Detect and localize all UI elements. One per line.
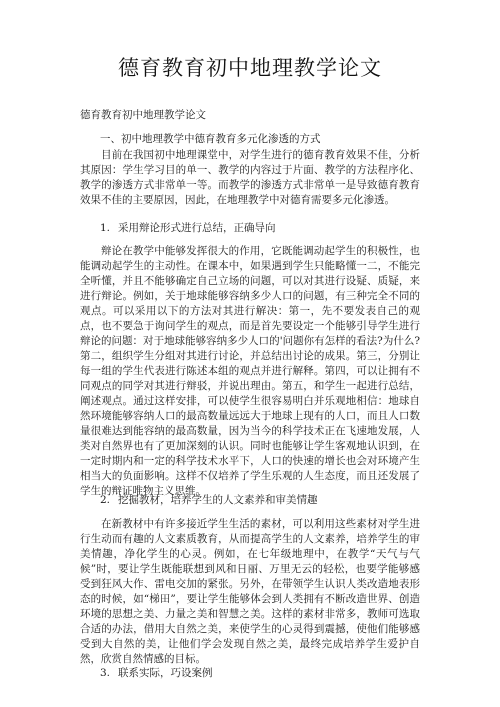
- subsection-title: 联系实际，巧设案例: [118, 667, 213, 679]
- subsection-title: 挖掘教材，培养学生的人文素养和审美情趣: [118, 494, 318, 506]
- subsection-heading-2: [100, 493, 318, 507]
- subsection-number: 2.: [100, 494, 111, 506]
- subsection-number: 1.: [100, 222, 111, 234]
- subsection-paragraph-2: 在新教材中有许多接近学生生活的素材，可以利用这些素材对学生进行生动而有趣的人文素质教育，从而提高学生的人文素养，培养学生的审美情趣，净化学生的心灵。例如，在七年级地理中，在教学“天气与气候”时，要让学生既能联想到风和日丽、万里无云的轻松，也要学能够感受到狂风大作、雷电交加的紧张。另外，在带领学生认识人类改造地表形态的时候，如“梯田”，要让学生能够体会到人类拥有不断改造世界、创造环境的思想之美、力量之美和智慧之美。这样的素材非常多，教师可选取合适的办法，借用大自然之美，来使学生的心灵得到震撼，使他们能够感受到大自然的美，让他们学会发现自然之美，最终完成培养学生爱护自然，欣赏自然情感的目标。: [80, 518, 420, 665]
- section-heading-1: 一、初中地理教学中德育教育多元化渗透的方式: [100, 133, 321, 145]
- subsection-heading-1: [100, 221, 276, 235]
- document-title: 德育教育初中地理教学论文: [118, 56, 382, 80]
- section-intro-paragraph: 目前在我国初中地理课堂中，对学生进行的德育教育效果不佳，分析其原因：学生学习目的单一、教学的内容过于片面、教学的方法程序化、教学的渗透方式非常单一等。而教学的渗透方式非常单一是导致德育教育效果不佳的主要原因，因此，在地理教学中对德育需要多元化渗透。: [80, 149, 420, 206]
- subsection-heading-3: [100, 666, 213, 680]
- subsection-number: 3.: [100, 667, 111, 679]
- subsection-title: 采用辩论形式进行总结，正确导向: [118, 222, 276, 234]
- subsection-paragraph-1: 辩论在教学中能够发挥很大的作用，它既能调动起学生的积极性，也能调动起学生的主动性。在课本中，如果遇到学生只能略懂一二，不能完全听懂，并且不能够确定自己立场的问题，可以对其进行设疑、质疑，来进行辩论。例如，关于地球能够容纳多少人口的问题，有三种完全不同的观点。可以采用以下的方法对其进行解决：第一，先不要发表自己的观点，也不要急于询问学生的观点，而是首先要设定一个能够引导学生进行辩论的问题：对于地球能够容纳多少人口的'问题你有怎样的看法?为什么?第二，组织学生分组对其进行讨论，并总结出讨论的成果。第三，分别让每一组的学生代表进行陈述本组的观点并进行解释。第四，可以让拥有不同观点的同学对其进行辩驳，并说出理由。第五，和学生一起进行总结，阐述观点。通过这样安排，可以使学生很容易明白并乐观地相信：地球自然环境能够容纳人口的最高数量远远大于地球上现有的人口，而且人口数量很难达到能容纳的最高数量，因为当今的科学技术正在飞速地发展，人类对自然界也有了更加深刻的认识。同时也能够让学生客观地认识到，在一定时期内和一定的科学技术水平下，人口的快速的增长也会对环境产生相当大的负面影响。这样不仅培养了学生乐观的人生态度，而且还发展了学生的辩证唯物主义思维。: [80, 245, 420, 497]
- document-subtitle: 德育教育初中地理教学论文: [80, 109, 206, 121]
